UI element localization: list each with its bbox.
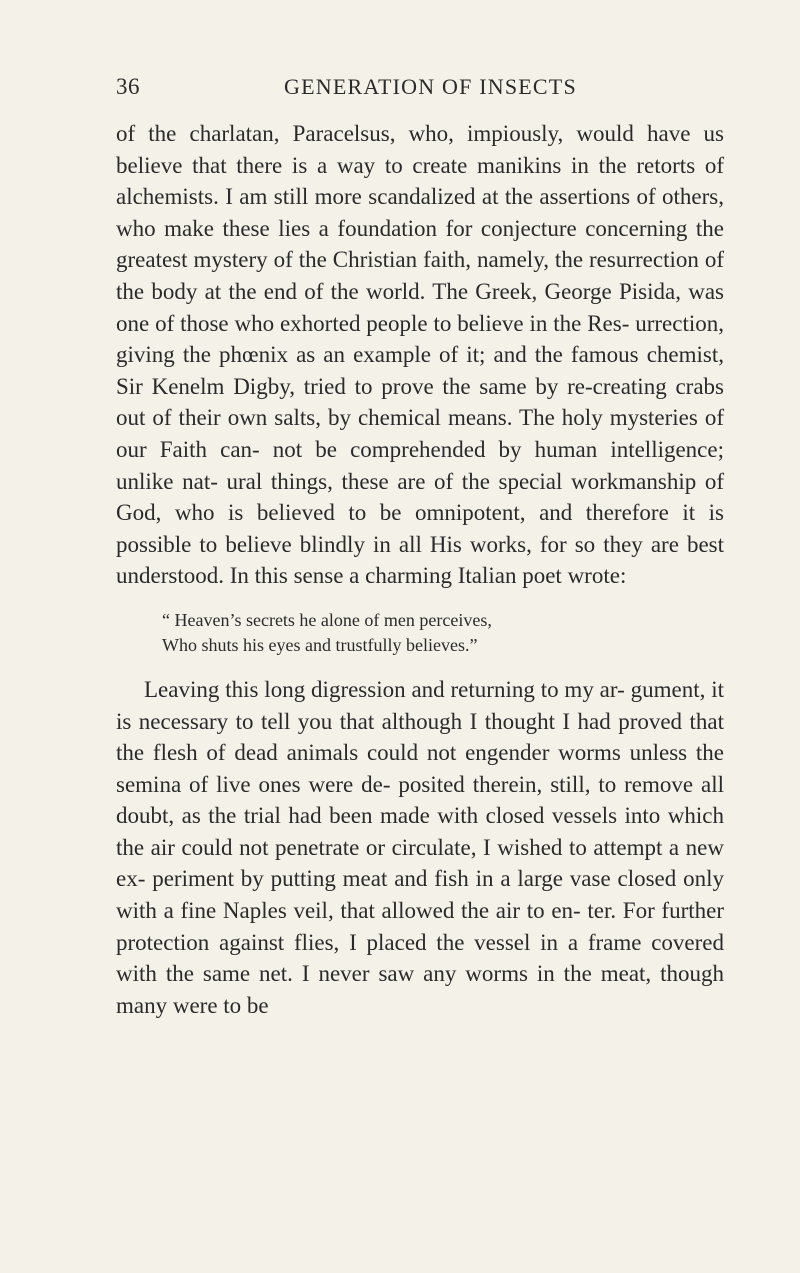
verse-line-2: Who shuts his eyes and trustfully believes.” [162, 634, 478, 655]
running-head [116, 74, 580, 108]
body-text [116, 118, 724, 1021]
page-number: 36 [116, 74, 140, 99]
running-title: GENERATION OF INSECTS [284, 74, 577, 99]
paragraph-2: Leaving this long digression and returning to my ar- gument, it is necessary to tell you that although I thought I had proved that the flesh of dead animals could not engender worms unless the semina of live ones were de- posited therein, still, to remove all doubt, as the trial had been made with closed vessels into which the air could not penetrate or circulate, I wished to attempt a new ex- periment by putting meat and fish in a large vase closed only with a fine Naples veil, that allowed the air to en- ter. For further protection against flies, I placed the vessel in a frame covered with the same net. I never saw any worms in the meat, though many were to be [116, 676, 724, 1018]
paragraph-1: of the charlatan, Paracelsus, who, impiously, would have us believe that there is a way to create manikins in the retorts of alchemists. I am still more scandalized at the assertions of others, who make these lies a foundation for conjecture concerning the greatest mystery of the Christian faith, namely, the resurrection of the body at the end of the world. The Greek, George Pisida, was one of those who exhorted people to believe in the Res- urrection, giving the phœnix as an example of it; and the famous chemist, Sir Kenelm Digby, tried to prove the same by re-creating crabs out of their own salts, by chemical means. The holy mysteries of our Faith can- not be comprehended by human intelligence; unlike nat- ural things, these are of the special workmanship of God, who is believed to be omnipotent, and therefore it is possible to believe blindly in all His works, for so they are best understood. In this sense a charming Italian poet wrote: [116, 121, 724, 589]
verse-line-1: “ Heaven’s secrets he alone of men perceives, [162, 609, 492, 630]
verse-quotation [162, 608, 724, 658]
